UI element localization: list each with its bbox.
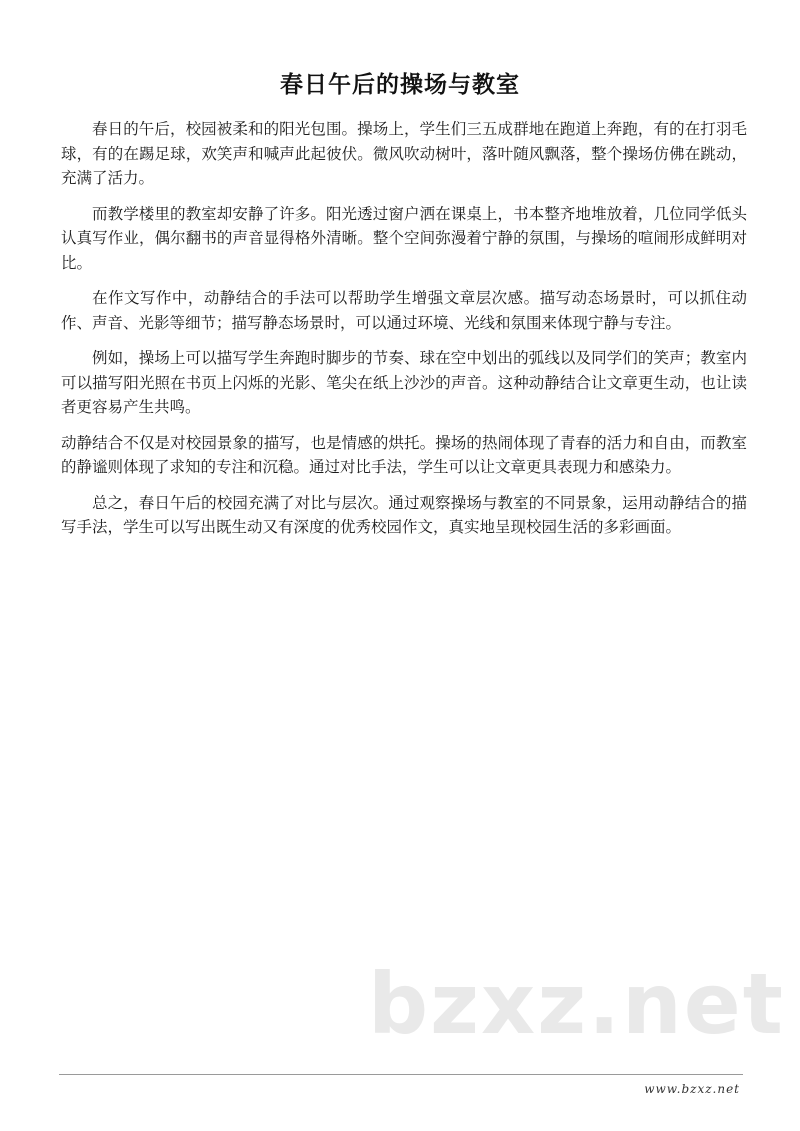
paragraph-2: 而教学楼里的教室却安静了许多。阳光透过窗户洒在课桌上，书本整齐地堆放着，几位同学低头认真写作业，偶尔翻书的声音显得格外清晰。整个空间弥漫着宁静的氛围，与操场的喧闹形成鲜明对比。 (61, 204, 747, 272)
footer-url: www.bzxz.net (644, 1082, 740, 1096)
watermark-logo: bzxz.net (368, 955, 785, 1053)
paragraph-4: 例如，操场上可以描写学生奔跑时脚步的节奏、球在空中划出的弧线以及同学们的笑声；教室内可以描写阳光照在书页上闪烁的光影、笔尖在纸上沙沙的声音。这种动静结合让文章更生动，也让读者更容易产生共鸣。 (61, 349, 747, 416)
paragraph-1: 春日的午后，校园被柔和的阳光包围。操场上，学生们三五成群地在跑道上奔跑，有的在打羽毛球，有的在踢足球，欢笑声和喊声此起彼伏。微风吹动树叶，落叶随风飘落，整个操场仿佛在跳动，充满了活力。 (61, 120, 747, 187)
document-title: 春日午后的操场与教室 (280, 72, 520, 98)
footer-divider (59, 1074, 743, 1075)
paragraph-6: 总之，春日午后的校园充满了对比与层次。通过观察操场与教室的不同景象，运用动静结合的描写手法，学生可以写出既生动又有深度的优秀校园作文，真实地呈现校园生活的多彩画面。 (61, 493, 747, 536)
paragraph-3: 在作文写作中，动静结合的手法可以帮助学生增强文章层次感。描写动态场景时，可以抓住动作、声音、光影等细节；描写静态场景时，可以通过环境、光线和氛围来体现宁静与专注。 (61, 289, 747, 332)
document-body (61, 117, 747, 551)
paragraph-5: 动静结合不仅是对校园景象的描写，也是情感的烘托。操场的热闹体现了青春的活力和自由，而教室的静谧则体现了求知的专注和沉稳。通过对比手法，学生可以让文章更具表现力和感染力。 (61, 433, 747, 476)
